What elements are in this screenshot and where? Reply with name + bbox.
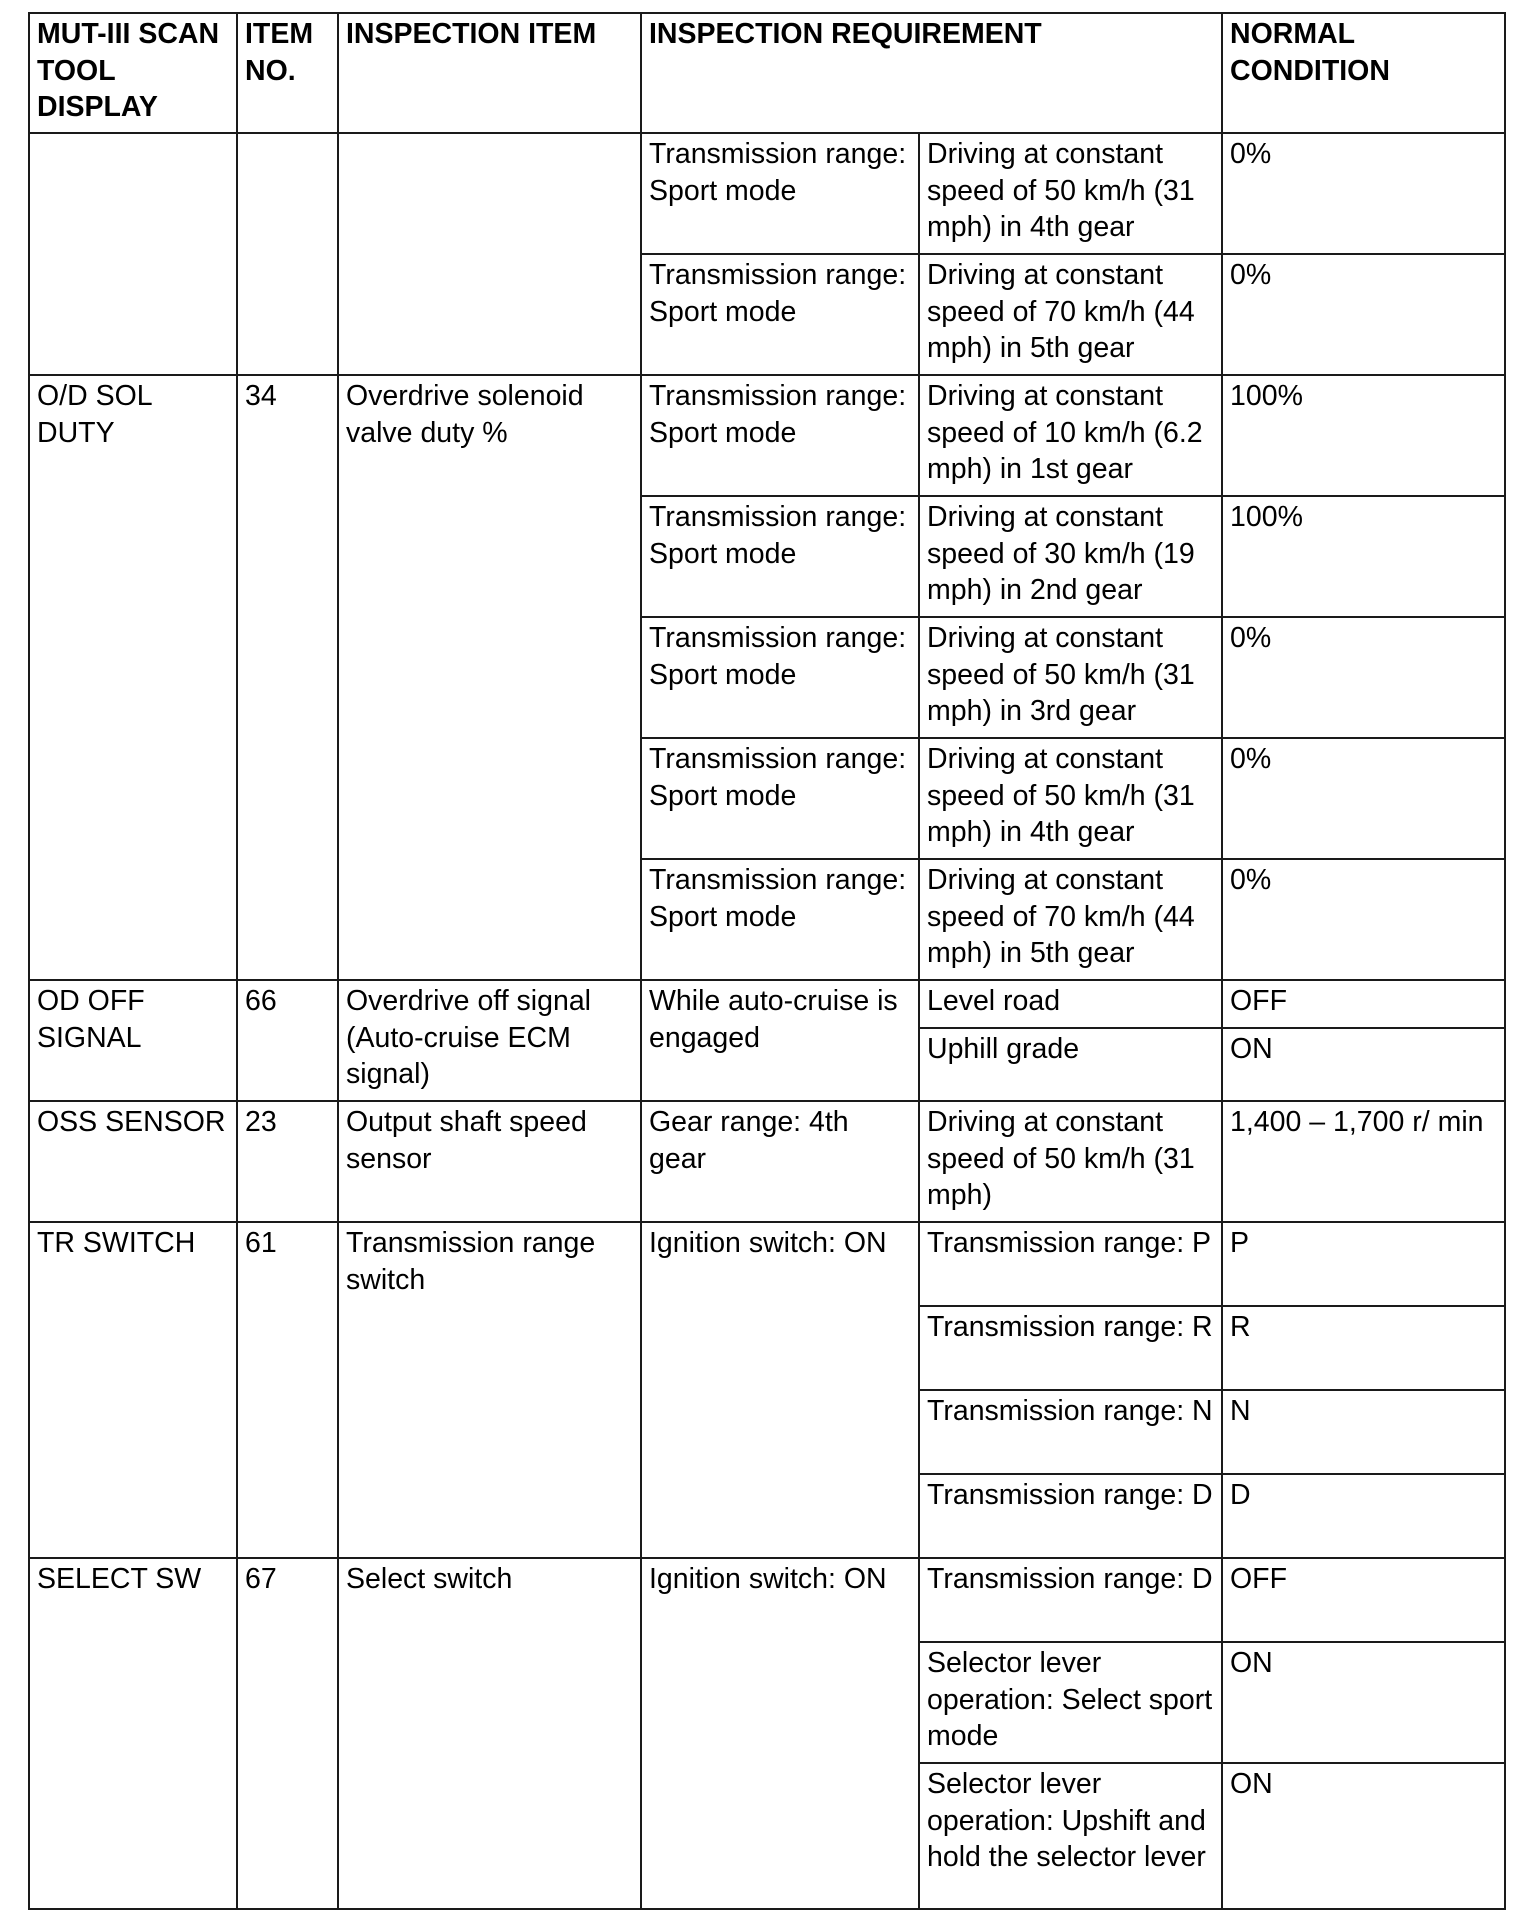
table-row bbox=[29, 980, 1505, 1028]
requirement-cell: Transmission range: Sport mode bbox=[641, 496, 919, 617]
header-display: MUT-III SCAN TOOL DISPLAY bbox=[29, 13, 237, 133]
normal-cell: 100% bbox=[1222, 496, 1505, 617]
condition-cell: Level road bbox=[919, 980, 1222, 1028]
requirement-cell: Transmission range: Sport mode bbox=[641, 617, 919, 738]
display-cell: OSS SENSOR bbox=[29, 1101, 237, 1222]
header-inspection-item: INSPECTION ITEM bbox=[338, 13, 641, 133]
inspection-table bbox=[28, 12, 1506, 1910]
normal-cell: 0% bbox=[1222, 133, 1505, 254]
condition-cell: Driving at constant speed of 50 km/h (31 mph) in 3rd gear bbox=[919, 617, 1222, 738]
inspection-item-cell: Overdrive solenoid valve duty % bbox=[338, 375, 641, 980]
display-cell: TR SWITCH bbox=[29, 1222, 237, 1558]
inspection-item-cell: Transmission range switch bbox=[338, 1222, 641, 1558]
condition-cell: Driving at constant speed of 50 km/h (31 mph) bbox=[919, 1101, 1222, 1222]
header-requirement: INSPECTION REQUIREMENT bbox=[641, 13, 1222, 133]
condition-cell: Driving at constant speed of 70 km/h (44 mph) in 5th gear bbox=[919, 859, 1222, 980]
condition-cell: Driving at constant speed of 50 km/h (31 mph) in 4th gear bbox=[919, 738, 1222, 859]
display-cell-empty bbox=[29, 133, 237, 375]
condition-cell: Driving at constant speed of 30 km/h (19 mph) in 2nd gear bbox=[919, 496, 1222, 617]
normal-cell: 100% bbox=[1222, 375, 1505, 496]
display-cell: O/D SOL DUTY bbox=[29, 375, 237, 980]
requirement-cell: Gear range: 4th gear bbox=[641, 1101, 919, 1222]
normal-cell: 1,400 – 1,700 r/ min bbox=[1222, 1101, 1505, 1222]
item-no-cell-empty bbox=[237, 133, 338, 375]
normal-cell: ON bbox=[1222, 1642, 1505, 1763]
requirement-cell: Ignition switch: ON bbox=[641, 1222, 919, 1558]
inspection-item-cell: Output shaft speed sensor bbox=[338, 1101, 641, 1222]
normal-cell: ON bbox=[1222, 1028, 1505, 1101]
condition-cell: Transmission range: N bbox=[919, 1390, 1222, 1474]
item-no-cell: 67 bbox=[237, 1558, 338, 1909]
normal-cell: 0% bbox=[1222, 254, 1505, 375]
condition-cell: Driving at constant speed of 50 km/h (31 mph) in 4th gear bbox=[919, 133, 1222, 254]
inspection-item-cell: Select switch bbox=[338, 1558, 641, 1909]
condition-cell: Driving at constant speed of 70 km/h (44 mph) in 5th gear bbox=[919, 254, 1222, 375]
requirement-cell: Transmission range: Sport mode bbox=[641, 859, 919, 980]
table-row bbox=[29, 1101, 1505, 1222]
normal-cell: ON bbox=[1222, 1763, 1505, 1909]
requirement-cell: Transmission range: Sport mode bbox=[641, 254, 919, 375]
condition-cell: Driving at constant speed of 10 km/h (6.2 mph) in 1st gear bbox=[919, 375, 1222, 496]
condition-cell: Selector lever operation: Select sport mode bbox=[919, 1642, 1222, 1763]
condition-cell: Transmission range: D bbox=[919, 1474, 1222, 1558]
item-no-cell: 61 bbox=[237, 1222, 338, 1558]
table-row bbox=[29, 375, 1505, 496]
inspection-item-cell: Overdrive off signal (Auto-cruise ECM signal) bbox=[338, 980, 641, 1101]
condition-cell: Transmission range: D bbox=[919, 1558, 1222, 1642]
requirement-cell: Transmission range: Sport mode bbox=[641, 738, 919, 859]
requirement-cell: While auto-cruise is engaged bbox=[641, 980, 919, 1101]
item-no-cell: 66 bbox=[237, 980, 338, 1101]
condition-cell: Transmission range: R bbox=[919, 1306, 1222, 1390]
normal-cell: OFF bbox=[1222, 1558, 1505, 1642]
normal-cell: 0% bbox=[1222, 738, 1505, 859]
condition-cell: Uphill grade bbox=[919, 1028, 1222, 1101]
normal-cell: D bbox=[1222, 1474, 1505, 1558]
table-row bbox=[29, 1558, 1505, 1642]
requirement-cell: Transmission range: Sport mode bbox=[641, 133, 919, 254]
normal-cell: R bbox=[1222, 1306, 1505, 1390]
header-item-no: ITEM NO. bbox=[237, 13, 338, 133]
table-row bbox=[29, 133, 1505, 254]
normal-cell: OFF bbox=[1222, 980, 1505, 1028]
header-normal-condition: NORMAL CONDITION bbox=[1222, 13, 1505, 133]
condition-cell: Selector lever operation: Upshift and hold the selector lever bbox=[919, 1763, 1222, 1909]
item-no-cell: 34 bbox=[237, 375, 338, 980]
normal-cell: 0% bbox=[1222, 859, 1505, 980]
normal-cell: 0% bbox=[1222, 617, 1505, 738]
normal-cell: N bbox=[1222, 1390, 1505, 1474]
requirement-cell: Transmission range: Sport mode bbox=[641, 375, 919, 496]
item-no-cell: 23 bbox=[237, 1101, 338, 1222]
table-row bbox=[29, 1222, 1505, 1306]
condition-cell: Transmission range: P bbox=[919, 1222, 1222, 1306]
header-row bbox=[29, 13, 1505, 133]
inspection-item-cell-empty bbox=[338, 133, 641, 375]
requirement-cell: Ignition switch: ON bbox=[641, 1558, 919, 1909]
display-cell: SELECT SW bbox=[29, 1558, 237, 1909]
normal-cell: P bbox=[1222, 1222, 1505, 1306]
display-cell: OD OFF SIGNAL bbox=[29, 980, 237, 1101]
